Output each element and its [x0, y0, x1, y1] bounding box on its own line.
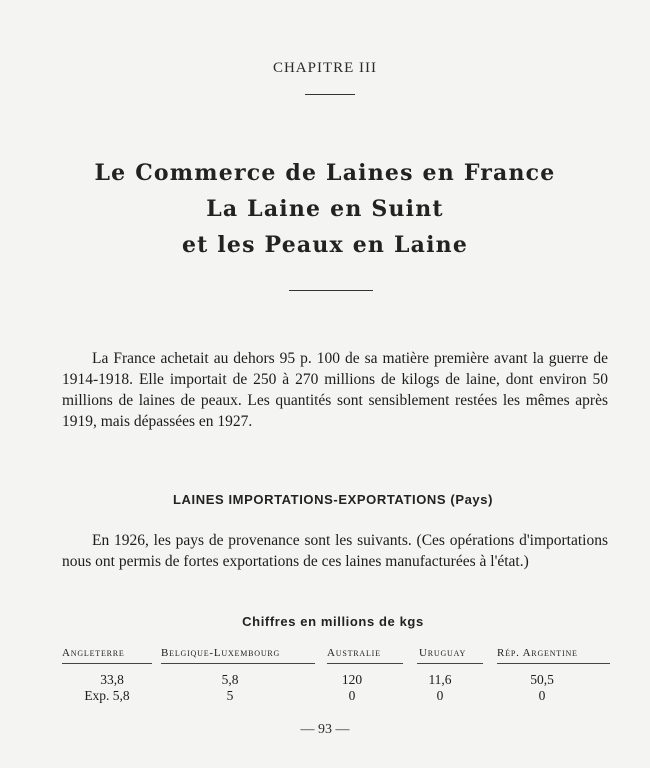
section-heading [8, 492, 650, 507]
table-cell-r2-c3: 0 [348, 688, 356, 703]
col-header-belgique-luxembourg: Belgique-Luxembourg [161, 647, 281, 659]
col-header-angleterre: Angleterre [62, 647, 125, 659]
chapter-label: CHAPITRE III [272, 60, 378, 76]
table-cell-r2-c2: 5 [226, 688, 234, 703]
section-heading-main: LAINES IMPORTATIONS-EXPORTATIONS [172, 492, 447, 507]
intro-paragraph: La France achetait au dehors 95 p. 100 de sa matière première avant la guerre de 1914-1918. Elle importait de 250 à 270 millions de kilogs de laine, dont environ 50 millions de laines de peaux. Les quantités sont sensiblement restées les mêmes après 1919, mais dépassées en 1927. [62, 350, 608, 430]
col-header-australie: Australie [327, 647, 381, 659]
table-cell-r2-c1: Exp. 5,8 [84, 688, 130, 703]
title-divider [289, 290, 373, 291]
page-number: — 93 — [300, 722, 350, 737]
chapter-divider [305, 94, 355, 95]
col-rule-uruguay [417, 663, 483, 664]
title-line-3: et les Peaux en Laine [181, 232, 469, 258]
table-caption: Chiffres en millions de kgs [242, 614, 424, 629]
countries-paragraph: En 1926, les pays de provenance sont les suivants. (Ces opérations d'importations nous ont permis de fortes exportations de ces laines manufacturées à l'état.) [62, 532, 608, 570]
table-cell-r1-c2: 5,8 [221, 672, 239, 687]
col-header-rep-argentine: Rép. Argentine [497, 647, 578, 659]
col-rule-angleterre [62, 663, 152, 664]
col-header-uruguay: Uruguay [419, 647, 467, 659]
table-cell-r1-c3: 120 [341, 672, 363, 687]
title-line-1: Le Commerce de Laines en France [94, 160, 556, 186]
table-cell-r1-c4: 11,6 [428, 672, 452, 687]
table-cell-r1-c1: 33,8 [100, 672, 124, 687]
col-rule-belgique-luxembourg [161, 663, 315, 664]
table-cell-r2-c5: 0 [538, 688, 546, 703]
table-cell-r1-c5: 50,5 [530, 672, 554, 687]
col-rule-rep-argentine [497, 663, 610, 664]
col-rule-australie [327, 663, 403, 664]
table-cell-r2-c4: 0 [436, 688, 444, 703]
section-heading-suffix: (Pays) [450, 492, 494, 507]
title-line-2: La Laine en Suint [206, 196, 444, 222]
